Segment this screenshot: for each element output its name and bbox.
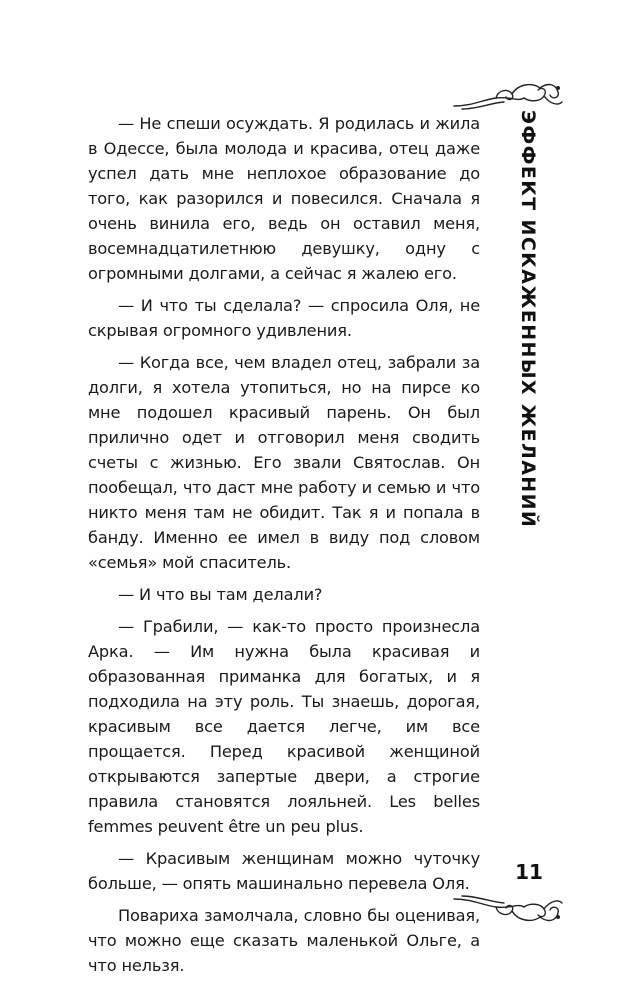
running-title	[508, 110, 548, 529]
bottom-ornament-flourish	[452, 889, 564, 929]
paragraph-2: — И что ты сделала? — спросила Оля, не скрывая огромного удивления.	[88, 296, 480, 340]
running-title-text: ЭФФЕКТ ИСКАЖЕННЫХ ЖЕЛАНИЙ	[517, 110, 539, 529]
paragraph-1: — Не спеши осуждать. Я родилась и жила в Одессе, была молода и красива, отец даже успел дать мне неплохое образование до того, как разорился и повесился. Сначала я очень винила его, ведь он оставил меня, восемнадцатилетнюю девушку, одну с огромными долгами, а сейчас я жалею его.	[88, 114, 480, 283]
paragraph-5: — Грабили, — как-то просто произнесла Арка. — Им нужна была красивая и образованная приманка для богатых, и я подходила на эту роль. Ты знаешь, дорогая, красивым все дается легче, им все прощается. Перед красивой женщиной открываются запертые двери, а строгие правила становятся лояльней. Les belles femmes peuvent être un peu plus.	[88, 617, 480, 836]
paragraph-6: — Красивым женщинам можно чуточку больше, — опять машинально перевела Оля.	[88, 849, 480, 893]
page-number: 11	[515, 860, 543, 884]
book-text-body	[88, 111, 480, 985]
paragraph-7: Повариха замолчала, словно бы оценивая, что можно еще сказать маленькой Ольге, а что нельзя.	[88, 906, 480, 975]
paragraph-3: — Когда все, чем владел отец, забрали за долги, я хотела утопиться, но на пирсе ко мне подошел красивый парень. Он был прилично одет и отговорил меня сводить счеты с жизнью. Его звали Святослав. Он пообещал, что даст мне работу и семью и что никто меня там не обидит. Так я и попала в банду. Именно ее имел в виду под словом «семья» мой спаситель.	[88, 353, 480, 572]
paragraph-4: — И что вы там делали?	[118, 585, 323, 604]
